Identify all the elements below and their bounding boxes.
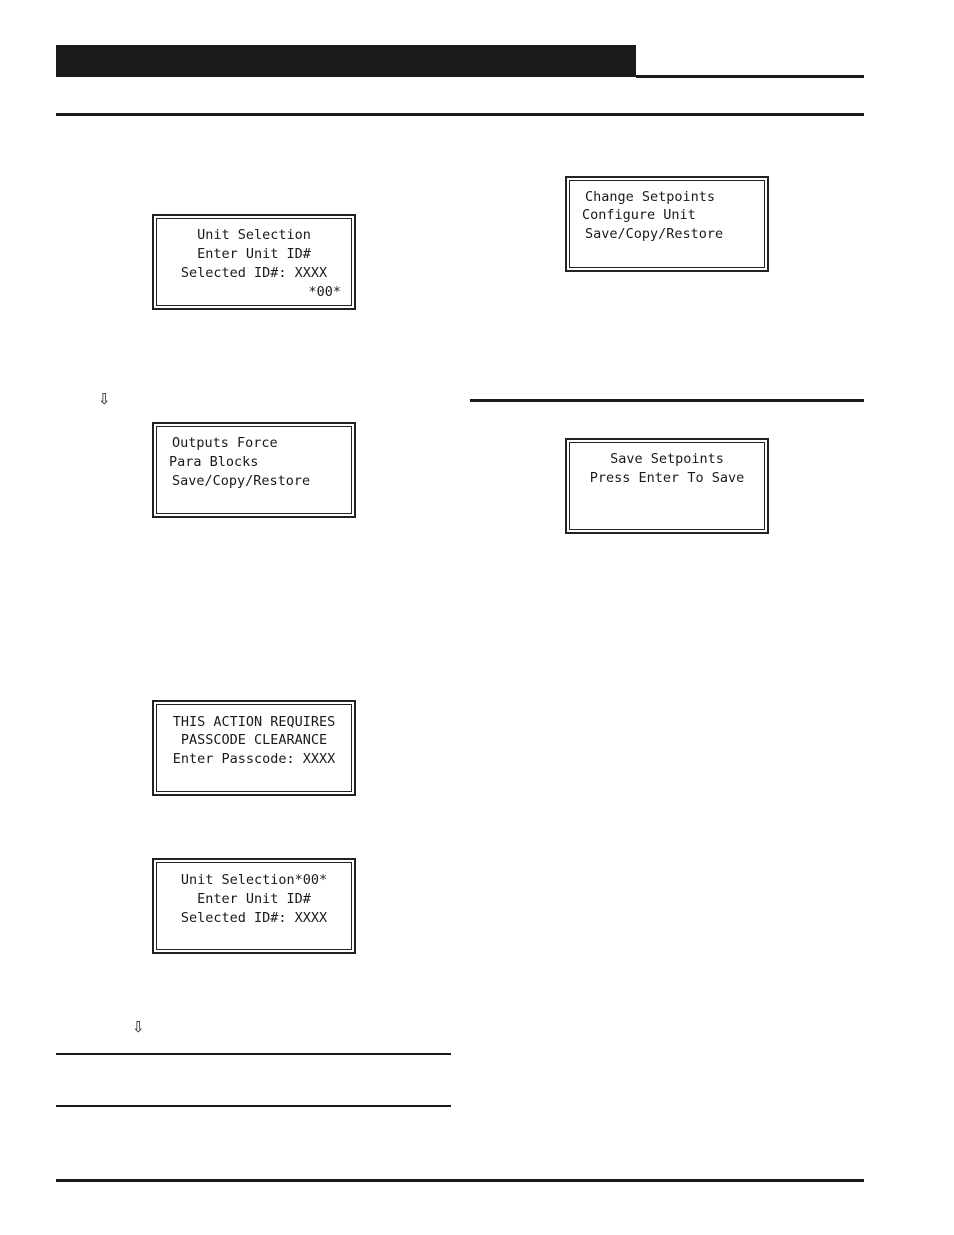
lcd-line: Unit Selection — [197, 227, 311, 243]
header-rule — [636, 75, 864, 78]
lcd-line: *00* — [308, 284, 341, 300]
lcd-line: Enter Unit ID# — [197, 891, 311, 907]
lcd-line: Save/Copy/Restore — [585, 226, 724, 242]
lcd-line: Selected ID#: XXXX — [180, 265, 328, 281]
lcd-main-menu — [152, 422, 356, 518]
lcd-line: Save Setpoints — [610, 451, 724, 467]
lcd-line: PASSCODE CLEARANCE — [180, 732, 328, 748]
lcd-unit-selection-2 — [152, 858, 356, 954]
lcd-line: Para Blocks — [169, 454, 259, 470]
lcd-unit-selection — [152, 214, 356, 310]
down-arrow-icon: ⇩ — [98, 390, 111, 408]
lcd-line: Press Enter To Save — [589, 470, 745, 486]
header-bar — [56, 45, 636, 77]
lcd-line: Change Setpoints — [585, 189, 716, 205]
lcd-line: Configure Unit — [582, 207, 696, 223]
note-rule-top — [56, 1053, 451, 1055]
top-rule — [56, 113, 864, 116]
lcd-change-menu — [565, 176, 769, 272]
lcd-passcode — [152, 700, 356, 796]
lcd-line: Enter Unit ID# — [197, 246, 311, 262]
section-rule — [470, 399, 864, 402]
note-rule-bottom — [56, 1105, 451, 1107]
down-arrow-icon: ⇩ — [132, 1018, 145, 1036]
lcd-line: Enter Passcode: XXXX — [172, 751, 336, 767]
lcd-line: Save/Copy/Restore — [172, 473, 311, 489]
lcd-line: THIS ACTION REQUIRES — [172, 714, 336, 730]
bottom-rule — [56, 1179, 864, 1182]
lcd-line: Outputs Force — [172, 435, 278, 451]
lcd-line: Unit Selection*00* — [180, 872, 328, 888]
lcd-line: Selected ID#: XXXX — [180, 910, 328, 926]
lcd-save-setpoints — [565, 438, 769, 534]
